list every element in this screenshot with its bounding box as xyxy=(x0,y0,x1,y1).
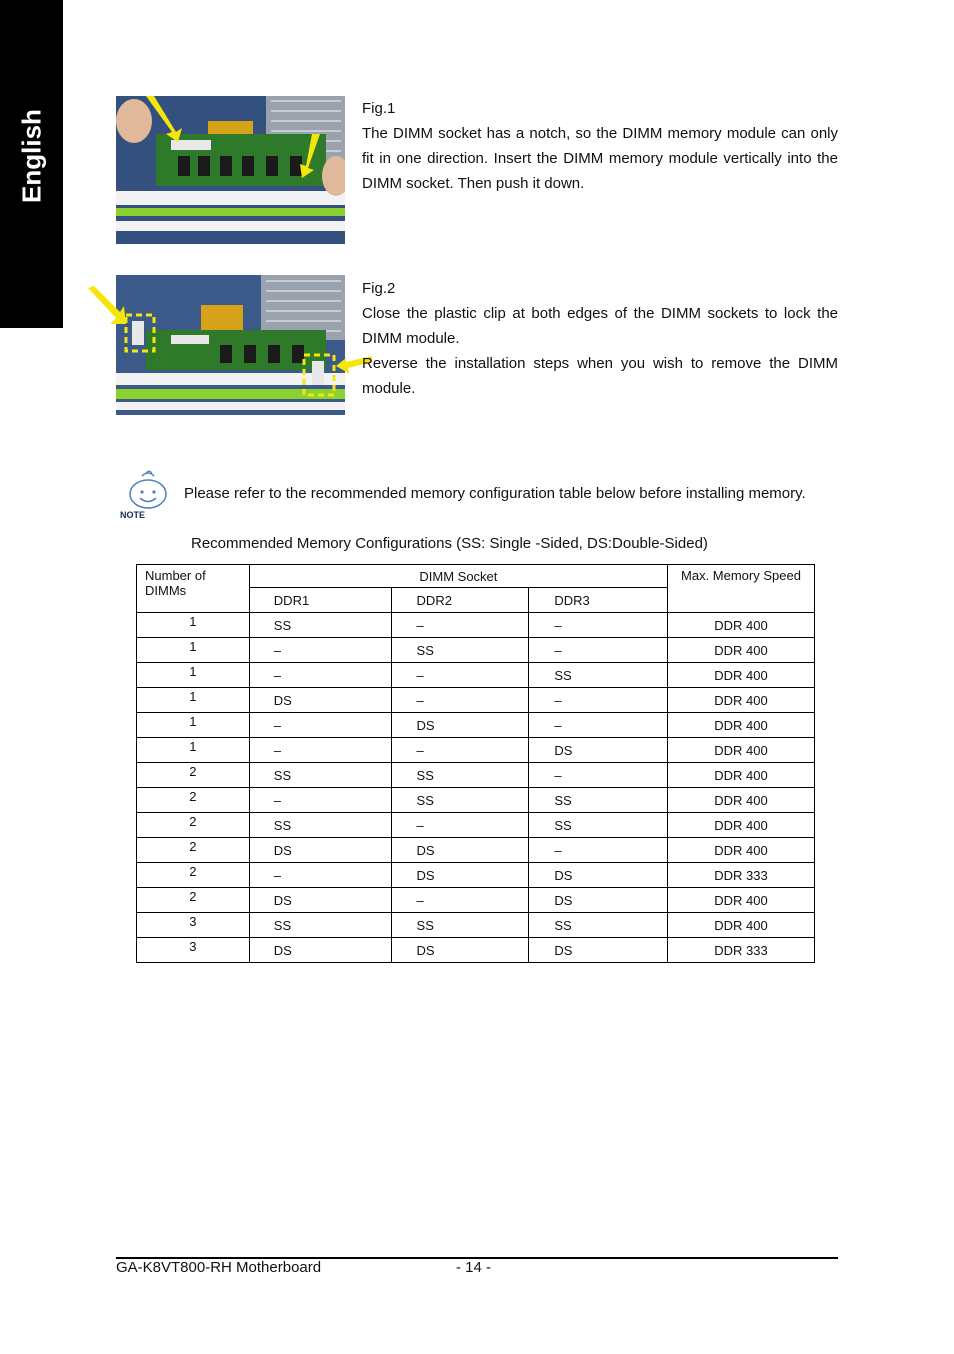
cell-ddr3: SS xyxy=(529,788,668,813)
cell-ddr1: SS xyxy=(249,763,391,788)
cell-max-speed: DDR 400 xyxy=(667,663,814,688)
cell-dimm-count: 3 xyxy=(137,938,250,963)
cell-ddr3: – xyxy=(529,713,668,738)
cell-ddr3: – xyxy=(529,763,668,788)
table-row xyxy=(137,763,815,788)
cell-dimm-count: 3 xyxy=(137,913,250,938)
table-title: Recommended Memory Configurations (SS: Single -Sided, DS:Double-Sided) xyxy=(191,535,708,552)
table-row xyxy=(137,888,815,913)
cell-ddr3: DS xyxy=(529,888,668,913)
cell-ddr3: – xyxy=(529,688,668,713)
cell-ddr1: – xyxy=(249,788,391,813)
cell-max-speed: DDR 400 xyxy=(667,813,814,838)
cell-max-speed: DDR 400 xyxy=(667,688,814,713)
cell-dimm-count: 2 xyxy=(137,788,250,813)
cell-ddr1: – xyxy=(249,738,391,763)
cell-max-speed: DDR 400 xyxy=(667,763,814,788)
table-row xyxy=(137,813,815,838)
cell-ddr3: SS xyxy=(529,813,668,838)
cell-max-speed: DDR 400 xyxy=(667,713,814,738)
table-row xyxy=(137,913,815,938)
cell-ddr2: DS xyxy=(391,938,529,963)
cell-dimm-count: 2 xyxy=(137,863,250,888)
cell-ddr1: – xyxy=(249,663,391,688)
table-row xyxy=(137,613,815,638)
cell-ddr2: SS xyxy=(391,638,529,663)
fig2-photo xyxy=(116,275,345,415)
fig2-caption: Fig.2 xyxy=(362,280,396,297)
fig1-photo xyxy=(116,96,345,244)
cell-ddr2: – xyxy=(391,663,529,688)
cell-ddr3: DS xyxy=(529,938,668,963)
cell-dimm-count: 2 xyxy=(137,763,250,788)
note-icon xyxy=(118,470,174,522)
cell-max-speed: DDR 400 xyxy=(667,888,814,913)
header-ddr1: DDR1 xyxy=(249,588,391,613)
cell-ddr3: – xyxy=(529,613,668,638)
side-tab-label: English xyxy=(16,109,46,203)
memory-config-table xyxy=(136,564,815,963)
cell-dimm-count: 1 xyxy=(137,638,250,663)
cell-dimm-count: 1 xyxy=(137,663,250,688)
cell-ddr1: DS xyxy=(249,838,391,863)
header-number-of-dimms: Number of DIMMs xyxy=(137,565,250,613)
header-ddr2: DDR2 xyxy=(391,588,529,613)
table-row xyxy=(137,688,815,713)
cell-ddr2: SS xyxy=(391,913,529,938)
cell-max-speed: DDR 333 xyxy=(667,863,814,888)
table-body xyxy=(137,613,815,963)
language-side-tab xyxy=(0,0,63,328)
table-row xyxy=(137,938,815,963)
cell-ddr2: – xyxy=(391,738,529,763)
cell-ddr1: SS xyxy=(249,813,391,838)
cell-max-speed: DDR 400 xyxy=(667,838,814,863)
cell-ddr1: SS xyxy=(249,913,391,938)
cell-ddr1: DS xyxy=(249,888,391,913)
cell-ddr1: SS xyxy=(249,613,391,638)
table-row xyxy=(137,863,815,888)
header-dimm-socket: DIMM Socket xyxy=(249,565,667,588)
fig2-body-remove: Reverse the installation steps when you wish to remove the DIMM module. xyxy=(362,355,838,397)
cell-ddr2: – xyxy=(391,688,529,713)
fig2-left-arrow-icon xyxy=(84,284,128,328)
cell-dimm-count: 2 xyxy=(137,813,250,838)
cell-dimm-count: 1 xyxy=(137,688,250,713)
fig1-body: The DIMM socket has a notch, so the DIMM memory module can only fit in one direction. Insert the DIMM memory module vertically into the DIMM socket. Then push it down. xyxy=(362,125,838,192)
footer-page-number: - 14 - xyxy=(456,1259,492,1276)
table-row xyxy=(137,738,815,763)
fig1-description xyxy=(362,96,838,196)
cell-dimm-count: 1 xyxy=(137,738,250,763)
cell-ddr1: DS xyxy=(249,938,391,963)
cell-max-speed: DDR 400 xyxy=(667,613,814,638)
cell-ddr2: SS xyxy=(391,788,529,813)
table-row xyxy=(137,838,815,863)
cell-max-speed: DDR 400 xyxy=(667,738,814,763)
cell-ddr3: DS xyxy=(529,863,668,888)
cell-dimm-count: 2 xyxy=(137,838,250,863)
cell-ddr2: – xyxy=(391,613,529,638)
cell-max-speed: DDR 333 xyxy=(667,938,814,963)
table-row xyxy=(137,638,815,663)
cell-dimm-count: 1 xyxy=(137,713,250,738)
header-max-memory-speed: Max. Memory Speed xyxy=(667,565,814,613)
fig1-caption: Fig.1 xyxy=(362,100,396,117)
cell-max-speed: DDR 400 xyxy=(667,913,814,938)
cell-ddr1: – xyxy=(249,638,391,663)
cell-max-speed: DDR 400 xyxy=(667,788,814,813)
cell-ddr3: – xyxy=(529,838,668,863)
cell-ddr3: SS xyxy=(529,913,668,938)
cell-ddr2: DS xyxy=(391,713,529,738)
cell-ddr3: SS xyxy=(529,663,668,688)
cell-ddr2: SS xyxy=(391,763,529,788)
table-header-row xyxy=(137,565,815,588)
footer-product-name: GA-K8VT800-RH Motherboard xyxy=(116,1259,322,1276)
table-row xyxy=(137,788,815,813)
table-row xyxy=(137,713,815,738)
table-row xyxy=(137,663,815,688)
note-icon-label: NOTE xyxy=(120,510,146,520)
fig2-body-lock: Close the plastic clip at both edges of the DIMM sockets to lock the DIMM module. xyxy=(362,305,838,347)
cell-ddr1: – xyxy=(249,713,391,738)
note-text: Please refer to the recommended memory configuration table below before installing memory. xyxy=(184,485,806,502)
fig2-description xyxy=(362,276,838,401)
cell-ddr1: – xyxy=(249,863,391,888)
cell-ddr2: DS xyxy=(391,838,529,863)
cell-ddr3: DS xyxy=(529,738,668,763)
cell-dimm-count: 1 xyxy=(137,613,250,638)
cell-dimm-count: 2 xyxy=(137,888,250,913)
cell-ddr2: DS xyxy=(391,863,529,888)
cell-ddr2: – xyxy=(391,888,529,913)
cell-ddr1: DS xyxy=(249,688,391,713)
cell-ddr2: – xyxy=(391,813,529,838)
cell-ddr3: – xyxy=(529,638,668,663)
header-ddr3: DDR3 xyxy=(529,588,668,613)
cell-max-speed: DDR 400 xyxy=(667,638,814,663)
